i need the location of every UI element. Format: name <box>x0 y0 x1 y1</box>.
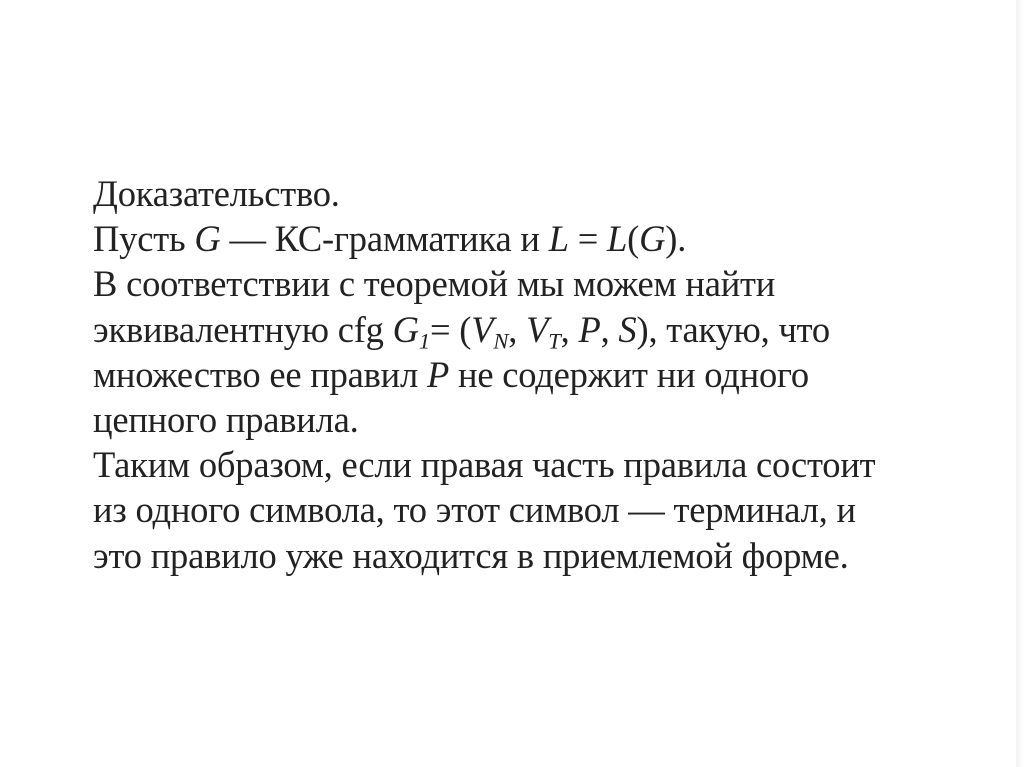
math-V: V <box>526 308 549 350</box>
text-span: ), такую, что <box>636 308 830 350</box>
proof-line-8: из одного символа, то этот символ — терминал, и <box>93 489 856 531</box>
proof-line-7: Таким образом, если правая часть правила состоит <box>93 444 876 486</box>
math-S: S <box>618 308 637 350</box>
text-span: ( <box>627 218 640 260</box>
proof-heading: Доказательство. <box>93 173 340 214</box>
text-span: , <box>600 308 619 350</box>
math-G: G <box>392 308 419 350</box>
subscript: T <box>548 327 561 353</box>
text-span: = ( <box>429 308 472 350</box>
text-span: ). <box>665 218 687 260</box>
math-L: L <box>607 218 628 260</box>
math-P: P <box>578 308 601 350</box>
text-span: не содержит ни одного <box>449 353 809 395</box>
math-L: L <box>548 218 569 260</box>
math-G: G <box>639 218 666 260</box>
math-G: G <box>194 218 221 260</box>
text-span: = <box>568 218 608 260</box>
text-span: Пусть <box>93 218 195 260</box>
subscript: N <box>493 327 509 353</box>
slide-edge <box>1016 0 1024 767</box>
math-P: P <box>426 353 450 395</box>
math-VN <box>471 308 509 353</box>
proof-line-2 <box>93 216 973 261</box>
text-span: — КС-грамматика и <box>220 218 549 260</box>
text-span: , <box>508 308 527 350</box>
proof-line-5 <box>93 352 973 397</box>
proof-line-4 <box>93 307 973 352</box>
math-G1 <box>392 308 430 353</box>
proof-line-6: цепного правила. <box>93 398 359 440</box>
text-span: , <box>560 308 579 350</box>
text-span: множество ее правил <box>93 353 427 395</box>
proof-line-9: это правило уже находится в приемлемой форме. <box>93 534 849 576</box>
math-VT <box>526 308 561 353</box>
subscript: 1 <box>418 327 430 353</box>
text-span: эквивалентную cfg <box>93 308 393 350</box>
math-V: V <box>471 308 494 350</box>
proof-line-3: В соответствии с теоремой мы можем найти <box>93 263 776 305</box>
proof-text <box>93 171 973 578</box>
